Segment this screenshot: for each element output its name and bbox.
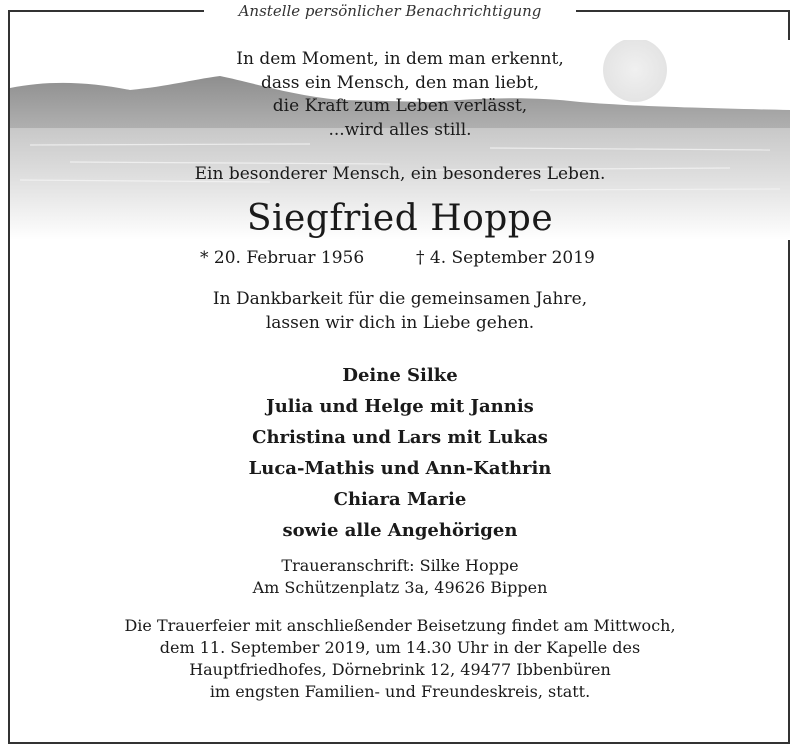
family-member: Deine Silke [342, 365, 458, 386]
death-date: † 4. September 2019 [416, 248, 595, 268]
birth-date: * 20. Februar 1956 [200, 248, 365, 268]
service-line: dem 11. September 2019, um 14.30 Uhr in der Kapelle des [159, 638, 641, 657]
mourning-address [0, 555, 800, 599]
service-line: im engsten Familien- und Freundeskreis, statt. [209, 682, 591, 701]
family-member: Julia und Helge mit Jannis [266, 396, 534, 417]
notice-header: Anstelle persönlicher Benachrichtigung [238, 2, 542, 20]
deceased-name: Siegfried Hoppe [246, 198, 554, 239]
poem-line: In dem Moment, in dem man erkennt, [236, 49, 564, 69]
funeral-service-info [0, 615, 800, 703]
poem-line: die Kraft zum Leben verlässt, [272, 96, 528, 116]
frame-top-line-right [576, 10, 790, 12]
family-member: Christina und Lars mit Lukas [252, 427, 548, 448]
address-line: Am Schützenplatz 3a, 49626 Bippen [252, 578, 548, 597]
poem-line: ...wird alles still. [328, 119, 472, 140]
thanks-line: lassen wir dich in Liebe gehen. [265, 313, 535, 333]
tagline: Ein besonderer Mensch, ein besonderes Leben. [194, 164, 606, 184]
service-line: Die Trauerfeier mit anschließender Beisetzung findet am Mittwoch, [124, 616, 676, 635]
thanks-text [0, 287, 800, 335]
family-list [0, 360, 800, 546]
thanks-line: In Dankbarkeit für die gemeinsamen Jahre, [212, 289, 588, 309]
family-member: Chiara Marie [333, 489, 467, 510]
address-line: Traueranschrift: Silke Hoppe [281, 556, 519, 575]
poem [0, 48, 800, 142]
poem-line: dass ein Mensch, den man liebt, [260, 72, 540, 93]
family-member: sowie alle Angehörigen [282, 520, 518, 541]
service-line: Hauptfriedhofes, Dörnebrink 12, 49477 Ibbenbüren [189, 660, 611, 679]
family-member: Luca-Mathis und Ann-Kathrin [248, 458, 552, 479]
frame-top-line-left [8, 10, 204, 12]
